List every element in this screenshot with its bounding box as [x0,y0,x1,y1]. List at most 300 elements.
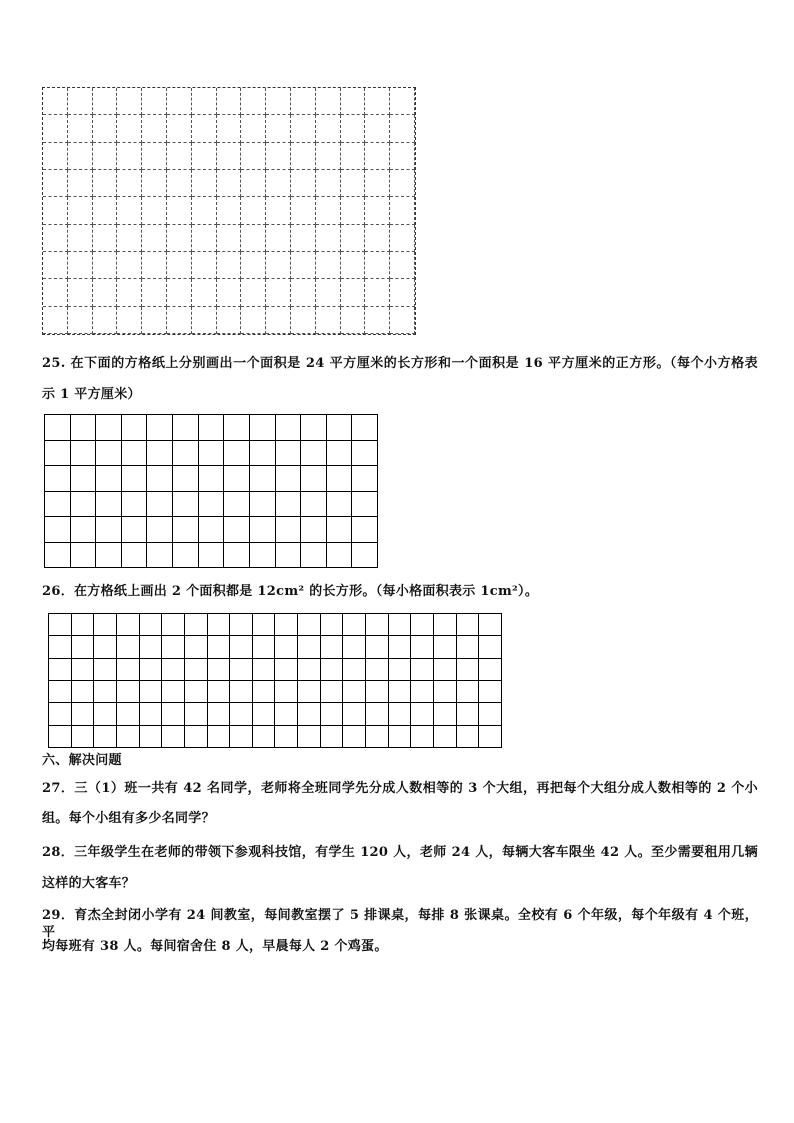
grid-cell [341,197,366,224]
grid-cell [199,517,225,543]
grid-cell [389,659,412,681]
grid-cell [93,115,118,142]
grid-cell [365,88,390,115]
grid-cell [71,441,97,467]
grid-cell [93,88,118,115]
grid-cell [122,517,148,543]
grid-cell [366,614,389,636]
grid-cell [93,252,118,279]
grid-cell [208,681,231,703]
q26-text: 26．在方格纸上画出 2 个面积都是 12cm² 的长方形。（每小格面积表示 1cm²）。 [42,584,539,599]
grid-cell [366,659,389,681]
grid-cell [68,252,93,279]
grid-cell [140,659,163,681]
grid-cell [43,88,68,115]
grid-cell [49,681,72,703]
grid-cell [140,726,163,748]
grid-cell [140,703,163,725]
grid-cell [411,681,434,703]
grid-cell [167,115,192,142]
grid-cell [250,492,276,518]
grid-cell [72,726,95,748]
grid-cell [96,517,122,543]
grid-cell [389,681,412,703]
grid-cell [390,197,415,224]
grid-cell [365,307,390,334]
grid-cell [390,170,415,197]
grid-cell [217,115,242,142]
grid-cell [117,143,142,170]
grid-cell [96,543,122,569]
grid-cell [167,307,192,334]
grid-cell [390,225,415,252]
grid-cell [142,143,167,170]
grid-cell [192,279,217,306]
grid-cell [224,517,250,543]
grid-cell [122,492,148,518]
grid-cell [217,252,242,279]
grid-cell [241,197,266,224]
grid-cell [49,614,72,636]
grid-cell [173,441,199,467]
grid-cell [68,115,93,142]
grid-cell [341,170,366,197]
grid-cell [162,726,185,748]
q28-text-line1: 28．三年级学生在老师的带领下参观科技馆，有学生 120 人，老师 24 人，每辆大客车限坐 42 人。至少需要租用几辆 [42,845,758,860]
grid-cell [266,115,291,142]
grid-cell [327,466,353,492]
grid-cell [224,415,250,441]
grid-cell [230,726,253,748]
grid-cell [142,279,167,306]
grid-cell [199,543,225,569]
grid-cell [142,170,167,197]
grid-cell [72,681,95,703]
grid-cell [117,197,142,224]
grid-cell [390,279,415,306]
grid-cell [316,279,341,306]
grid-cell [266,143,291,170]
grid-cell [479,681,502,703]
grid-cell [96,492,122,518]
grid-cell [366,726,389,748]
grid-cell [217,225,242,252]
grid-cell [253,681,276,703]
grid-cell [43,115,68,142]
grid-cell [253,703,276,725]
grid-cell [291,143,316,170]
grid-cell [45,492,71,518]
grid-cell [365,115,390,142]
grid-cell [94,681,117,703]
grid-cell [185,681,208,703]
grid-cell [241,279,266,306]
grid-cell [434,726,457,748]
grid-cell [93,170,118,197]
grid-cell [479,614,502,636]
grid-cell [43,279,68,306]
grid-cell [389,726,412,748]
grid-cell [275,659,298,681]
grid-cell [434,681,457,703]
grid-cell [276,517,302,543]
grid-cell [457,636,480,658]
grid-cell [167,279,192,306]
grid-cell [71,543,97,569]
grid-cell [167,225,192,252]
grid-cell [389,703,412,725]
grid-cell [117,307,142,334]
grid-cell [298,614,321,636]
grid-cell [199,415,225,441]
grid-cell [147,466,173,492]
grid-cell [72,636,95,658]
grid-cell [185,614,208,636]
grid-cell [68,307,93,334]
grid-cell [321,726,344,748]
grid-cell [241,307,266,334]
grid-cell [142,307,167,334]
grid-cell [316,143,341,170]
grid-cell [117,703,140,725]
grid-cell [366,703,389,725]
grid-cell [142,252,167,279]
grid-cell [241,143,266,170]
grid-cell [275,614,298,636]
grid-cell [301,492,327,518]
grid-cell [162,703,185,725]
grid-cell [147,441,173,467]
grid-cell [217,307,242,334]
grid-cell [192,170,217,197]
grid-cell [327,517,353,543]
grid-cell [230,614,253,636]
grid-cell [167,143,192,170]
grid-cell [68,279,93,306]
grid-cell [43,252,68,279]
grid-cell [343,726,366,748]
grid-cell [291,307,316,334]
grid-cell [291,197,316,224]
q29-text-line1: 29．育杰全封闭小学有 24 间教室，每间教室摆了 5 排课桌，每排 8 张课桌。全校有 6 个年级，每个年级有 4 个班，平 [42,908,758,940]
grid-cell [479,703,502,725]
grid-cell [327,415,353,441]
grid-cell [250,415,276,441]
grid-cell [117,614,140,636]
grid-cell [390,115,415,142]
grid-cell [411,614,434,636]
grid-cell [162,659,185,681]
grid-cell [341,307,366,334]
grid-cell [434,614,457,636]
grid-cell [167,88,192,115]
grid-cell [316,88,341,115]
grid-cell [147,517,173,543]
dashed-grid-paper [42,87,416,335]
grid-cell [140,614,163,636]
grid-cell [117,225,142,252]
grid-cell [93,225,118,252]
q25-grid-paper [44,414,378,568]
grid-cell [117,170,142,197]
grid-cell [343,659,366,681]
grid-cell [43,307,68,334]
grid-cell [72,659,95,681]
grid-cell [93,279,118,306]
grid-cell [68,197,93,224]
grid-cell [411,636,434,658]
grid-cell [275,703,298,725]
grid-cell [352,415,378,441]
grid-cell [241,115,266,142]
grid-cell [93,197,118,224]
grid-cell [94,636,117,658]
grid-cell [366,636,389,658]
grid-cell [71,517,97,543]
grid-cell [217,197,242,224]
grid-cell [250,517,276,543]
grid-cell [117,88,142,115]
grid-cell [341,143,366,170]
grid-cell [68,88,93,115]
grid-cell [117,726,140,748]
grid-cell [43,143,68,170]
q25-text-line2: 示 1 平方厘米） [42,387,141,402]
grid-cell [275,726,298,748]
grid-cell [266,307,291,334]
grid-cell [230,636,253,658]
grid-cell [208,703,231,725]
grid-cell [250,466,276,492]
grid-cell [93,143,118,170]
grid-cell [291,252,316,279]
grid-cell [167,170,192,197]
grid-cell [96,466,122,492]
grid-cell [250,543,276,569]
grid-cell [266,252,291,279]
grid-cell [241,252,266,279]
grid-cell [224,492,250,518]
grid-cell [275,636,298,658]
grid-cell [341,115,366,142]
grid-cell [122,543,148,569]
grid-cell [316,170,341,197]
grid-cell [173,492,199,518]
grid-cell [343,681,366,703]
grid-cell [68,225,93,252]
grid-cell [434,659,457,681]
grid-cell [321,703,344,725]
grid-cell [199,466,225,492]
grid-cell [365,225,390,252]
grid-cell [147,492,173,518]
grid-cell [276,543,302,569]
grid-cell [167,197,192,224]
grid-cell [457,703,480,725]
grid-cell [390,143,415,170]
grid-cell [230,681,253,703]
grid-cell [192,115,217,142]
grid-cell [162,681,185,703]
grid-cell [208,726,231,748]
grid-cell [224,466,250,492]
grid-cell [162,636,185,658]
grid-cell [276,415,302,441]
grid-cell [43,170,68,197]
grid-cell [316,197,341,224]
grid-cell [276,441,302,467]
grid-cell [94,659,117,681]
grid-cell [321,636,344,658]
grid-cell [185,659,208,681]
grid-cell [366,681,389,703]
grid-cell [147,415,173,441]
q25-text-line1: 25. 在下面的方格纸上分别画出一个面积是 24 平方厘米的长方形和一个面积是 16 平方厘米的正方形。（每个小方格表 [42,356,758,371]
grid-cell [343,703,366,725]
grid-cell [291,170,316,197]
grid-cell [96,415,122,441]
grid-cell [94,726,117,748]
grid-cell [72,703,95,725]
grid-cell [192,225,217,252]
grid-cell [266,279,291,306]
grid-cell [173,415,199,441]
q29-text-line2: 均每班有 38 人。每间宿舍住 8 人，早晨每人 2 个鸡蛋。 [42,939,388,954]
grid-cell [162,614,185,636]
grid-cell [291,225,316,252]
grid-cell [208,614,231,636]
grid-cell [276,492,302,518]
grid-cell [291,115,316,142]
grid-cell [389,614,412,636]
grid-cell [192,307,217,334]
grid-cell [147,543,173,569]
grid-cell [411,703,434,725]
grid-cell [253,726,276,748]
grid-cell [434,703,457,725]
grid-cell [241,170,266,197]
grid-cell [49,659,72,681]
grid-cell [389,636,412,658]
grid-cell [321,614,344,636]
grid-cell [167,252,192,279]
grid-cell [321,659,344,681]
grid-cell [142,88,167,115]
grid-cell [241,225,266,252]
grid-cell [49,703,72,725]
grid-cell [316,252,341,279]
grid-cell [45,441,71,467]
grid-cell [96,441,122,467]
grid-cell [253,659,276,681]
grid-cell [173,543,199,569]
grid-cell [390,88,415,115]
grid-cell [479,636,502,658]
grid-cell [341,225,366,252]
grid-cell [316,115,341,142]
q28-text-line2: 这样的大客车？ [42,876,136,891]
grid-cell [68,143,93,170]
grid-cell [253,636,276,658]
grid-cell [266,197,291,224]
grid-cell [341,252,366,279]
grid-cell [117,636,140,658]
grid-cell [298,681,321,703]
grid-cell [266,170,291,197]
grid-cell [352,492,378,518]
grid-cell [365,279,390,306]
grid-cell [352,543,378,569]
grid-cell [45,543,71,569]
q27-text-line2: 组。每个小组有多少名同学？ [42,811,215,826]
grid-cell [298,636,321,658]
grid-cell [173,517,199,543]
grid-cell [72,614,95,636]
grid-cell [253,614,276,636]
grid-cell [457,681,480,703]
grid-cell [122,466,148,492]
grid-cell [71,492,97,518]
grid-cell [343,636,366,658]
grid-cell [199,441,225,467]
grid-cell [117,681,140,703]
grid-cell [327,543,353,569]
grid-cell [43,225,68,252]
grid-cell [365,143,390,170]
grid-cell [352,517,378,543]
grid-cell [266,225,291,252]
grid-cell [173,466,199,492]
grid-cell [122,441,148,467]
grid-cell [266,88,291,115]
grid-cell [217,279,242,306]
grid-cell [192,252,217,279]
grid-cell [185,636,208,658]
grid-cell [142,197,167,224]
grid-cell [343,614,366,636]
grid-cell [298,726,321,748]
grid-cell [411,726,434,748]
grid-cell [117,279,142,306]
grid-cell [365,252,390,279]
grid-cell [224,543,250,569]
grid-cell [49,726,72,748]
grid-cell [352,466,378,492]
grid-cell [291,88,316,115]
grid-cell [241,88,266,115]
grid-cell [93,307,118,334]
grid-cell [276,466,302,492]
grid-cell [140,636,163,658]
grid-cell [365,170,390,197]
grid-cell [199,492,225,518]
grid-cell [301,517,327,543]
grid-cell [192,88,217,115]
grid-cell [122,415,148,441]
grid-cell [352,441,378,467]
grid-cell [217,170,242,197]
grid-cell [45,415,71,441]
grid-cell [275,681,298,703]
grid-cell [316,307,341,334]
grid-cell [140,681,163,703]
grid-cell [411,659,434,681]
grid-cell [479,726,502,748]
grid-cell [321,681,344,703]
grid-cell [208,659,231,681]
grid-cell [365,197,390,224]
grid-cell [142,115,167,142]
